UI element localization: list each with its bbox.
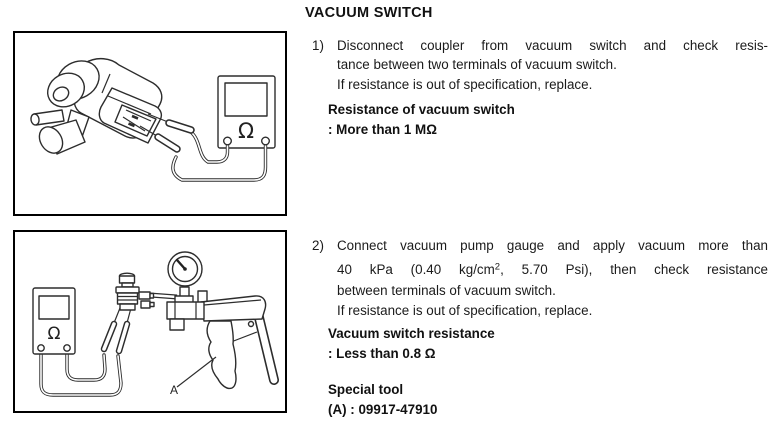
meter-terminal — [64, 345, 70, 351]
step-1-text — [337, 36, 768, 94]
step-2-text — [337, 236, 768, 320]
step-2-line — [337, 260, 768, 279]
multimeter-drawing — [33, 288, 75, 354]
vacuum-switch-resistance-check-illustration — [15, 33, 285, 214]
meter-terminal — [38, 345, 44, 351]
superscript-2: 2 — [494, 261, 501, 273]
resistance-spec-2 — [328, 324, 495, 364]
ohm-symbol: Ω — [237, 119, 255, 143]
step-2-line: between terminals of vacuum switch. — [337, 283, 556, 299]
special-tool-heading: Special tool — [328, 382, 404, 397]
pressure-text: , 5.70 Psi), then check resistance — [500, 261, 768, 277]
step-1-number: 1) — [312, 38, 324, 53]
special-tool-number: (A) : 09917-47910 — [328, 402, 438, 417]
test-leads — [41, 351, 121, 395]
step-1 — [312, 36, 768, 94]
figure-2-frame — [13, 230, 287, 413]
figure-1-frame — [13, 31, 287, 216]
pump-grip — [207, 321, 236, 388]
vacuum-switch-drawing — [30, 53, 162, 157]
step-2-number: 2) — [312, 238, 324, 253]
special-tool-label: A — [170, 383, 179, 397]
pressure-text: 40 kPa (0.40 kg/cm — [337, 261, 495, 277]
spec-value: : More than 1 MΩ — [328, 122, 437, 137]
step-2 — [312, 236, 768, 320]
step-1-line: tance between two terminals of vacuum switch. — [337, 57, 617, 73]
ohm-symbol: Ω — [47, 324, 61, 344]
meter-terminal — [224, 137, 232, 145]
step-2-line: If resistance is out of specification, replace. — [337, 302, 593, 318]
meter-terminal — [262, 137, 270, 145]
step-1-line: If resistance is out of specification, replace. — [337, 76, 593, 92]
spec-value: : Less than 0.8 Ω — [328, 346, 436, 361]
step-1-line: Disconnect coupler from vacuum switch and check resis- — [337, 38, 768, 53]
spec-heading: Vacuum switch resistance — [328, 326, 495, 341]
vacuum-switch-drawing — [104, 273, 177, 351]
spec-heading: Resistance of vacuum switch — [328, 102, 515, 117]
label-a — [170, 357, 216, 397]
page-title: VACUUM SWITCH — [305, 5, 433, 21]
step-2-line: Connect vacuum pump gauge and apply vacuum more than — [337, 238, 768, 253]
vacuum-pump-gauge-check-illustration — [15, 232, 285, 411]
meter-display — [225, 83, 267, 116]
meter-display — [39, 296, 69, 319]
special-tool-block — [328, 380, 437, 420]
resistance-spec-1 — [328, 100, 515, 140]
vacuum-pump-drawing — [198, 291, 274, 388]
